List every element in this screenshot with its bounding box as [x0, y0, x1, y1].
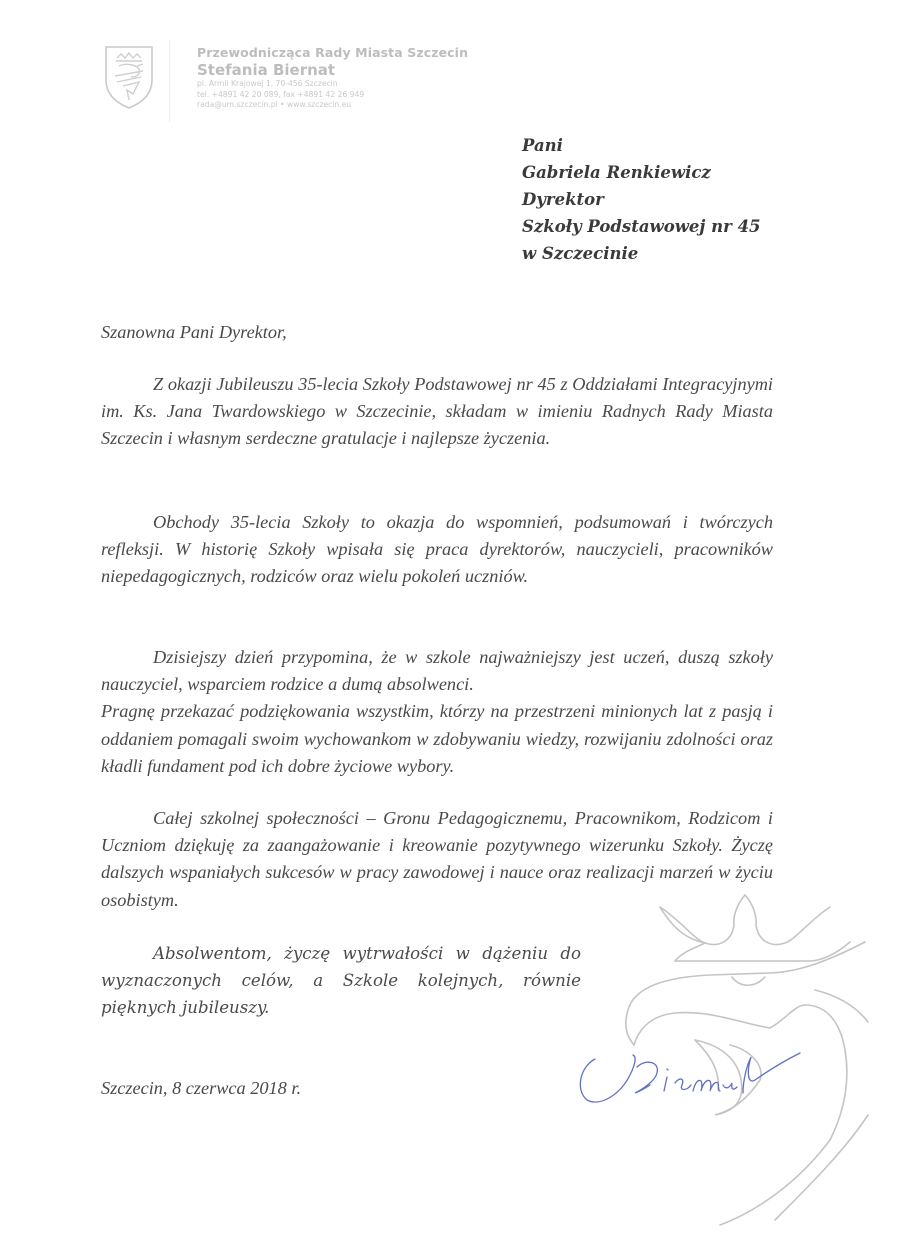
letter-date: Szczecin, 8 czerwca 2018 r.: [101, 1078, 302, 1098]
coat-of-arms-icon: [103, 44, 155, 110]
body-paragraph: Całej szkolnej społeczności – Gronu Pedagogicznemu, Pracownikom, Rodzicom i Uczniom dziękuję za zaangażowanie i kreowanie pozytywnego wizerunku Szkoły. Życzę dalszych wspaniałych sukcesów w pracy zawodowej i nauce oraz realizacji marzeń w życiu osobistym.: [101, 808, 773, 910]
letterhead: [197, 45, 468, 111]
body-paragraph: Z okazji Jubileuszu 35-lecia Szkoły Podstawowej nr 45 z Oddziałami Integracyjnymi im. Ks. Jana Twardowskiego w Szczecinie, składam w imieniu Radnych Rady Miasta Szczecin i własnym serdeczne gratulacje i najlepsze życzenia.: [101, 374, 773, 449]
letterhead-divider: [169, 40, 170, 122]
addressee-line: Pani: [522, 136, 563, 155]
handwritten-signature: [575, 1045, 805, 1115]
body-paragraph: [101, 644, 773, 780]
addressee-line: Gabriela Renkiewicz: [522, 163, 711, 182]
addressee-line: Dyrektor: [522, 190, 604, 209]
letterhead-phone: tel. +4891 42 20 089, fax +4891 42 26 949: [197, 89, 365, 99]
addressee-line: Szkoły Podstawowej nr 45: [522, 217, 761, 236]
addressee-block: [522, 132, 761, 267]
addressee-line: w Szczecinie: [522, 244, 639, 263]
letterhead-name: Stefania Biernat: [197, 61, 336, 79]
letterhead-title: Przewodnicząca Rady Miasta Szczecin: [197, 45, 469, 60]
salutation: Szanowna Pani Dyrektor,: [101, 322, 287, 342]
body-paragraph: Obchody 35-lecia Szkoły to okazja do wspomnień, podsumowań i twórczych refleksji. W historię Szkoły wpisała się praca dyrektorów, nauczycieli, pracowników niepedagogicznych, rodziców oraz wielu pokoleń uczniów.: [101, 512, 773, 587]
closing-paragraph: Absolwentom, życzę wytrwałości w dążeniu do wyznaczonych celów, a Szkole kolejnych, równie pięknych jubileuszy.: [101, 944, 581, 1017]
body-paragraph-part: Dzisiejszy dzień przypomina, że w szkole najważniejszy jest uczeń, duszą szkoły nauczyciel, wsparciem rodzice a dumą absolwenci.: [101, 647, 773, 695]
body-paragraph-part: Pragnę przekazać podziękowania wszystkim, którzy na przestrzeni minionych lat z pasją i oddaniem pomagali swoim wychowankom w zdobywaniu wiedzy, rozwijaniu zdolności oraz kładli fundament pod ich dobre życiowe wybory.: [101, 701, 773, 776]
letterhead-address: pl. Armii Krajowej 1, 70-456 Szczecin: [197, 79, 338, 88]
letterhead-contact: rada@um.szczecin.pl • www.szczecin.eu: [197, 100, 352, 109]
